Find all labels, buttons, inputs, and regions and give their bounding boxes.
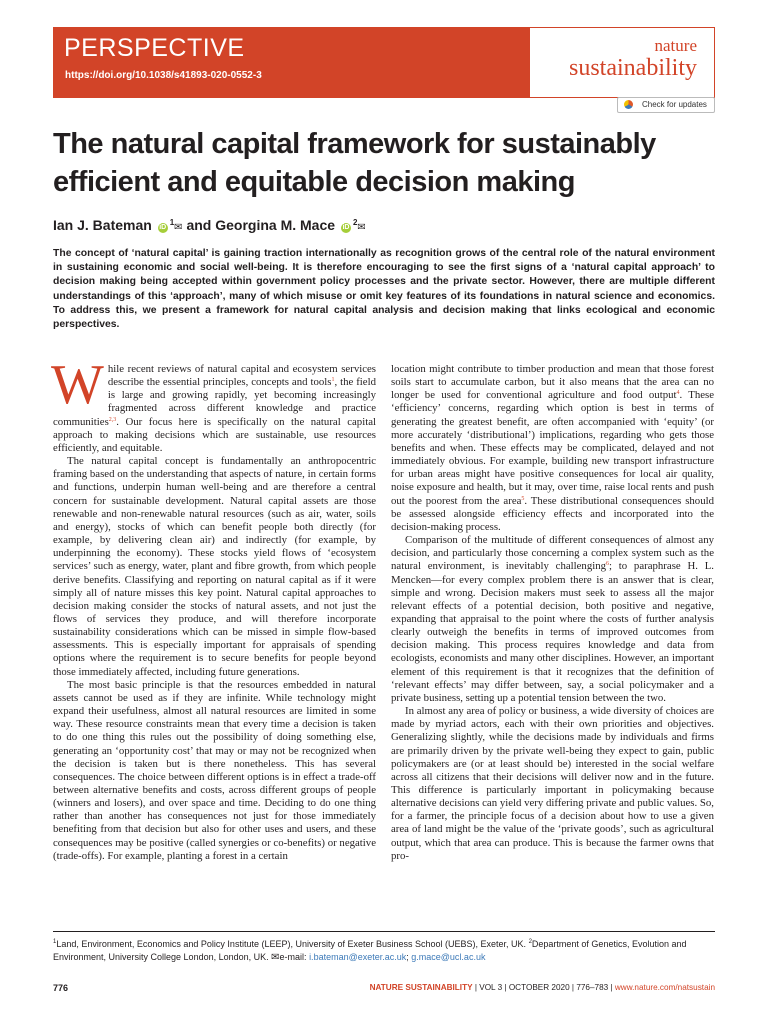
article-header	[53, 27, 715, 98]
text-run: location might contribute to timber production and mean that those forest soils start to accumulate carbon, but it also means that the area can no longer be used for conventional agriculture and food output	[391, 363, 714, 402]
section-label: PERSPECTIVE	[64, 34, 245, 62]
email-icon[interactable]: ✉	[357, 222, 366, 233]
author-joiner: and	[186, 217, 212, 233]
abstract: The concept of ‘natural capital’ is gaining traction internationally as recognition grows of the central role of the natural environment in sustaining economic and social well-being. It is therefore encouraging to see the first signs of a ‘natural capital approach’ to decision making being accepted within government policy processes and the private sector. However, there are multiple different understandings of this ‘approach’, many of which misuse or omit key features of its foundations in natural science and economics. To address this, we present a framework for natural capital analysis and decision making that links ecological and economic perspectives.	[53, 248, 715, 331]
paragraph: The most basic principle is that the resources embedded in natural assets cannot be used as if they are infinite. While technology might expand their usefulness, almost all natural resources are limited in some way. These resource constraints mean that every time a decision is taken to do one thing this rules out the possibility of doing something else, generating an ‘opportunity cost’ that may or may not be recognized when the decision is taken but is there nonetheless. This has several consequences. The choice between different options is in effect a trade-off between alternative benefits and costs, across different groups of people (winners and losers), and over space and time. Deciding to do one thing rather than another has consequences not just for those immediately benefiting from that decision but also for other uses and users, and these consequences may be positive (called synergies or co-benefits) or negative (trade-offs). For example, planting a forest in a certain	[53, 678, 376, 862]
text-run: hile recent reviews of natural capital and ecosystem services describe the essential principles, concepts and tools	[107, 363, 376, 389]
paragraph	[391, 363, 714, 534]
reference-marker[interactable]: 1	[331, 377, 335, 384]
text-run: . Our focus here is specifically on the natural capital approach to making decisions which are sustainable, use resources efficiently, and equitable.	[53, 415, 376, 454]
affiliation-number: 1	[53, 939, 57, 945]
email-icon[interactable]: ✉	[174, 222, 183, 233]
footnote-divider	[53, 931, 715, 932]
paragraph: In almost any area of policy or business, a wide diversity of choices are made by myriad actors, each with their own priorities and objectives. Generalizing slightly, while the decisions made by individuals and firms are primarily driven by the private well-being they expect to gain, public policymakers are (or at least should be) interested in the social welfare across all citizens that their decisions will deliver now and in the future. This difference is particularly important in policymaking because alternative decisions can yield very differing private and public values. So, for a farmer, the principle focus of a decision about how to use a given area of land might be the value of the ‘private goods’, such as agricultural output, which that area can produce. This is because the farmer owns that pro-	[391, 705, 715, 862]
journal-footer	[370, 983, 715, 992]
journal-name-line2: sustainability	[569, 55, 697, 81]
author-name[interactable]: Georgina M. Mace	[215, 217, 336, 233]
email-link[interactable]: i.bateman@exeter.ac.uk	[309, 952, 407, 962]
orcid-icon[interactable]: iD	[342, 224, 350, 231]
email-label: e-mail:	[279, 952, 307, 962]
affiliation-marker: 1	[169, 218, 175, 227]
drop-cap: W	[51, 354, 104, 416]
orcid-icon[interactable]: iD	[159, 224, 167, 231]
check-updates-button[interactable]	[617, 97, 715, 113]
affiliation-marker: 2	[352, 218, 358, 227]
affiliations-footnote: $^1$Land, Environment, Economics and Policy Institute (LEEP), University of Exeter Business School (UEBS), Exeter, UK. $^2$Department of Genetics, Evolution and Environment, University College London, London, UK. ✉e-mail: i.bateman@exeter.ac.uk; g.mace@ucl.ac.uk	[53, 939, 687, 963]
section-band	[54, 28, 530, 97]
reference-marker[interactable]: 2,3	[108, 416, 117, 423]
text-run: Comparison of the multitude of different consequences of almost any decision, and particularly those concerning a complex system such as the natural environment, is inevitably challenging	[391, 534, 714, 573]
paragraph	[391, 534, 714, 705]
body-column-left	[51, 354, 376, 863]
email-icon: ✉	[271, 952, 280, 963]
affiliation-text: Department of Genetics, Evolution and Environment, University College London, London, UK.	[53, 939, 687, 962]
reference-marker[interactable]: 4	[676, 390, 680, 397]
reference-marker[interactable]: 6	[606, 561, 610, 568]
affiliation-text: Land, Environment, Economics and Policy Institute (LEEP), University of Exeter Business School (UEBS), Exeter, UK.	[56, 939, 527, 949]
paragraph: The natural capital concept is fundamentally an anthropocentric framing based on the understanding that aspects of nature, in certain forms and functions, underpin human well-being and are therefore a central concern for sustainable development. Natural capital assets are those renewable and non-renewable natural resources (such as air, water, soils and energy), stocks of which can benefit people both directly (for example, by delivering clean air) and indirectly (for example, by underpinning the economy). These stocks yield flows of ‘ecosystem services’ such as energy, water, plant and fibre growth, from which people derive benefits. Classifying and reporting on natural capital as if it were simply all of nature misses this key point. Natural capital approaches to decision making consider the stocks of natural assets, and not just the flows of services they produce, and will therefore incorporate sustainability considerations which can be missed in simple flow-based assessments. This is especially important for appraisals of spending options where the requirement is to secure benefits for people beyond those immediately affected, including future generations.	[53, 455, 376, 678]
article-title: The natural capital framework for sustainably efficient and equitable decision making	[53, 128, 656, 198]
paragraph	[51, 354, 376, 455]
body-column-right	[391, 363, 714, 863]
author-name[interactable]: Ian J. Bateman	[53, 217, 152, 233]
email-link[interactable]: g.mace@ucl.ac.uk	[411, 952, 486, 962]
text-run: . These distributional consequences should be assessed alongside efficiency effects and incorporated into the decision-making process.	[391, 494, 715, 533]
doi-link[interactable]: https://doi.org/10.1038/s41893-020-0552-3	[65, 70, 262, 81]
text-run: . These ‘efficiency’ concerns, regarding which option is best in terms of generating the greatest benefit, are often accompanied with ‘equity’ (or more accurately ‘distributional’) implications, regarding who gets those benefits and when. These effects may be complicated, delayed and not immediately obvious. For example, building new transport infrastructure for urban areas might have positive consequences for local air quality, noise exposure and health, but it may, over time, raise local rents and push out the poorest from the area	[391, 389, 715, 507]
page-number: 776	[53, 983, 69, 993]
author-list	[53, 217, 366, 233]
journal-name-line1: nature	[654, 36, 697, 55]
crossmark-icon	[624, 100, 633, 109]
journal-footer-name: NATURE SUSTAINABILITY	[369, 983, 473, 992]
check-updates-label: Check for updates	[642, 100, 707, 109]
text-run: , the field is large and growing rapidly, yet becoming increasingly fragmented across different knowledge and practice communities	[53, 376, 376, 428]
journal-footer-url[interactable]: www.nature.com/natsustain	[614, 983, 715, 992]
reference-marker[interactable]: 5	[521, 495, 525, 502]
text-run: ; to paraphrase H. L. Mencken—for every complex problem there is an answer that is clear, simple and wrong. Decision makers must seek to assess all the major relevant effects of a potential decision, both positive and negative, expanding that appraisal to the point where the costs of further analysis clearly outweigh the benefits in terms of improved outcomes from decision making. This process requires knowledge and data from ecologists, economists and many other disciplines. However, an important element of this requirement is that it recognizes that the definition of ‘relevant effects’ may differ between, say, a social policymaker and a private business, setting up a potential tension between the two.	[391, 560, 714, 704]
affiliation-number: 2	[528, 939, 532, 945]
journal-footer-issue: | VOL 3 | OCTOBER 2020 | 776–783 |	[474, 983, 613, 992]
